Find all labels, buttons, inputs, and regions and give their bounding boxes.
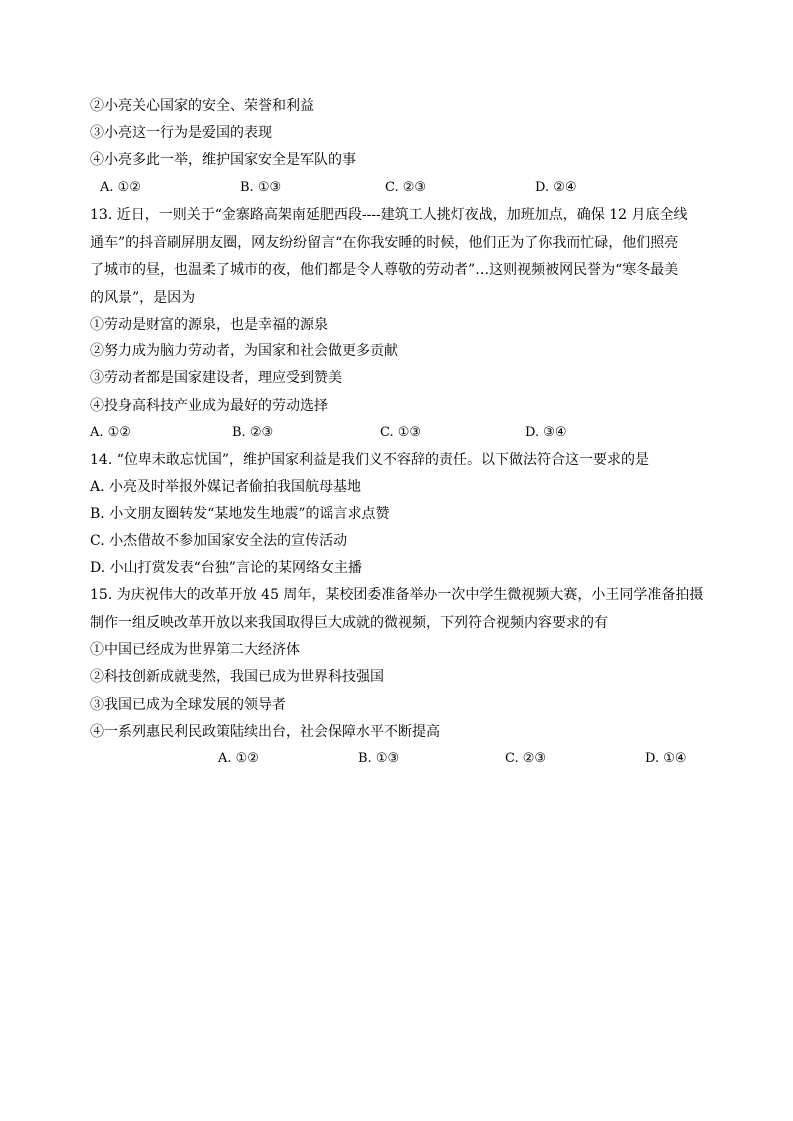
q14-option-c: C. 小杰借故不参加国家安全法的宣传活动 <box>90 533 348 549</box>
q13-stem-line: 了城市的昼，也温柔了城市的夜，他们都是令人尊敬的劳动者”…这则视频被网民誉为“寒冬最美 <box>90 262 679 278</box>
q15-option-d: D. ①④ <box>645 751 687 766</box>
q12-option-a: A. ①② <box>100 180 141 195</box>
q13-item-2: ②努力成为脑力劳动者，为国家和社会做更多贡献 <box>90 343 398 359</box>
q13-item-4: ④投身高科技产业成为最好的劳动选择 <box>90 398 328 414</box>
q15-option-c: C. ②③ <box>505 751 547 766</box>
q12-item-2: ②小亮关心国家的安全、荣誉和利益 <box>90 98 314 114</box>
q12-option-c: C. ②③ <box>385 180 427 195</box>
q13-option-c: C. ①③ <box>380 425 422 440</box>
q14-option-a: A. 小亮及时举报外媒记者偷拍我国航母基地 <box>90 479 362 495</box>
q13-item-3: ③劳动者都是国家建设者，理应受到赞美 <box>90 370 342 386</box>
q15-option-b: B. ①③ <box>358 751 400 766</box>
q15-option-a: A. ①② <box>218 751 259 766</box>
q12-option-d: D. ②④ <box>535 180 577 195</box>
q13-stem-line: 的风景”，是因为 <box>90 289 196 306</box>
q13-item-1: ①劳动是财富的源泉，也是幸福的源泉 <box>90 317 328 333</box>
q15-item-3: ③我国已成为全球发展的领导者 <box>90 697 286 713</box>
q13-option-a: A. ①② <box>90 425 131 440</box>
q13-stem <box>90 202 705 312</box>
q12-item-3: ③小亮这一行为是爱国的表现 <box>90 125 272 141</box>
q15-item-2: ②科技创新成就斐然，我国已成为世界科技强国 <box>90 669 384 685</box>
q13-option-d: D. ③④ <box>525 425 567 440</box>
q12-option-b: B. ①③ <box>240 180 282 195</box>
q14-option-d: D. 小山打赏发表“台独”言论的某网络女主播 <box>90 560 362 576</box>
q13-option-b: B. ②③ <box>232 425 274 440</box>
q15-stem-line: 制作一组反映改革开放以来我国取得巨大成就的微视频，下列符合视频内容要求的有 <box>90 614 608 631</box>
q12-item-4: ④小亮多此一举，维护国家安全是军队的事 <box>90 152 356 168</box>
q13-stem-line: 13. 近日，一则关于“金寨路高架南延肥西段----建筑工人挑灯夜战，加班加点，确保 12 月底全线 <box>90 207 688 223</box>
q15-item-4: ④一系列惠民利民政策陆续出台，社会保障水平不断提高 <box>90 724 440 740</box>
q15-stem-line: 15. 为庆祝伟大的改革开放 45 周年，某校团委准备举办一次中学生微视频大赛，小王同学准备拍摄 <box>90 587 704 603</box>
q15-item-1: ①中国已经成为世界第二大经济体 <box>90 642 300 658</box>
q13-stem-line: 通车”的抖音刷屏朋友圈，网友纷纷留言“在你我安睡的时候，他们正为了你我而忙碌，他们照亮 <box>90 234 679 251</box>
q14-option-b: B. 小文朋友圈转发“某地发生地震”的谣言求点赞 <box>90 506 390 522</box>
q15-stem <box>90 582 705 637</box>
q14-stem: 14. “位卑未敢忘忧国”，维护国家利益是我们义不容辞的责任。以下做法符合这一要求的是 <box>90 452 650 468</box>
